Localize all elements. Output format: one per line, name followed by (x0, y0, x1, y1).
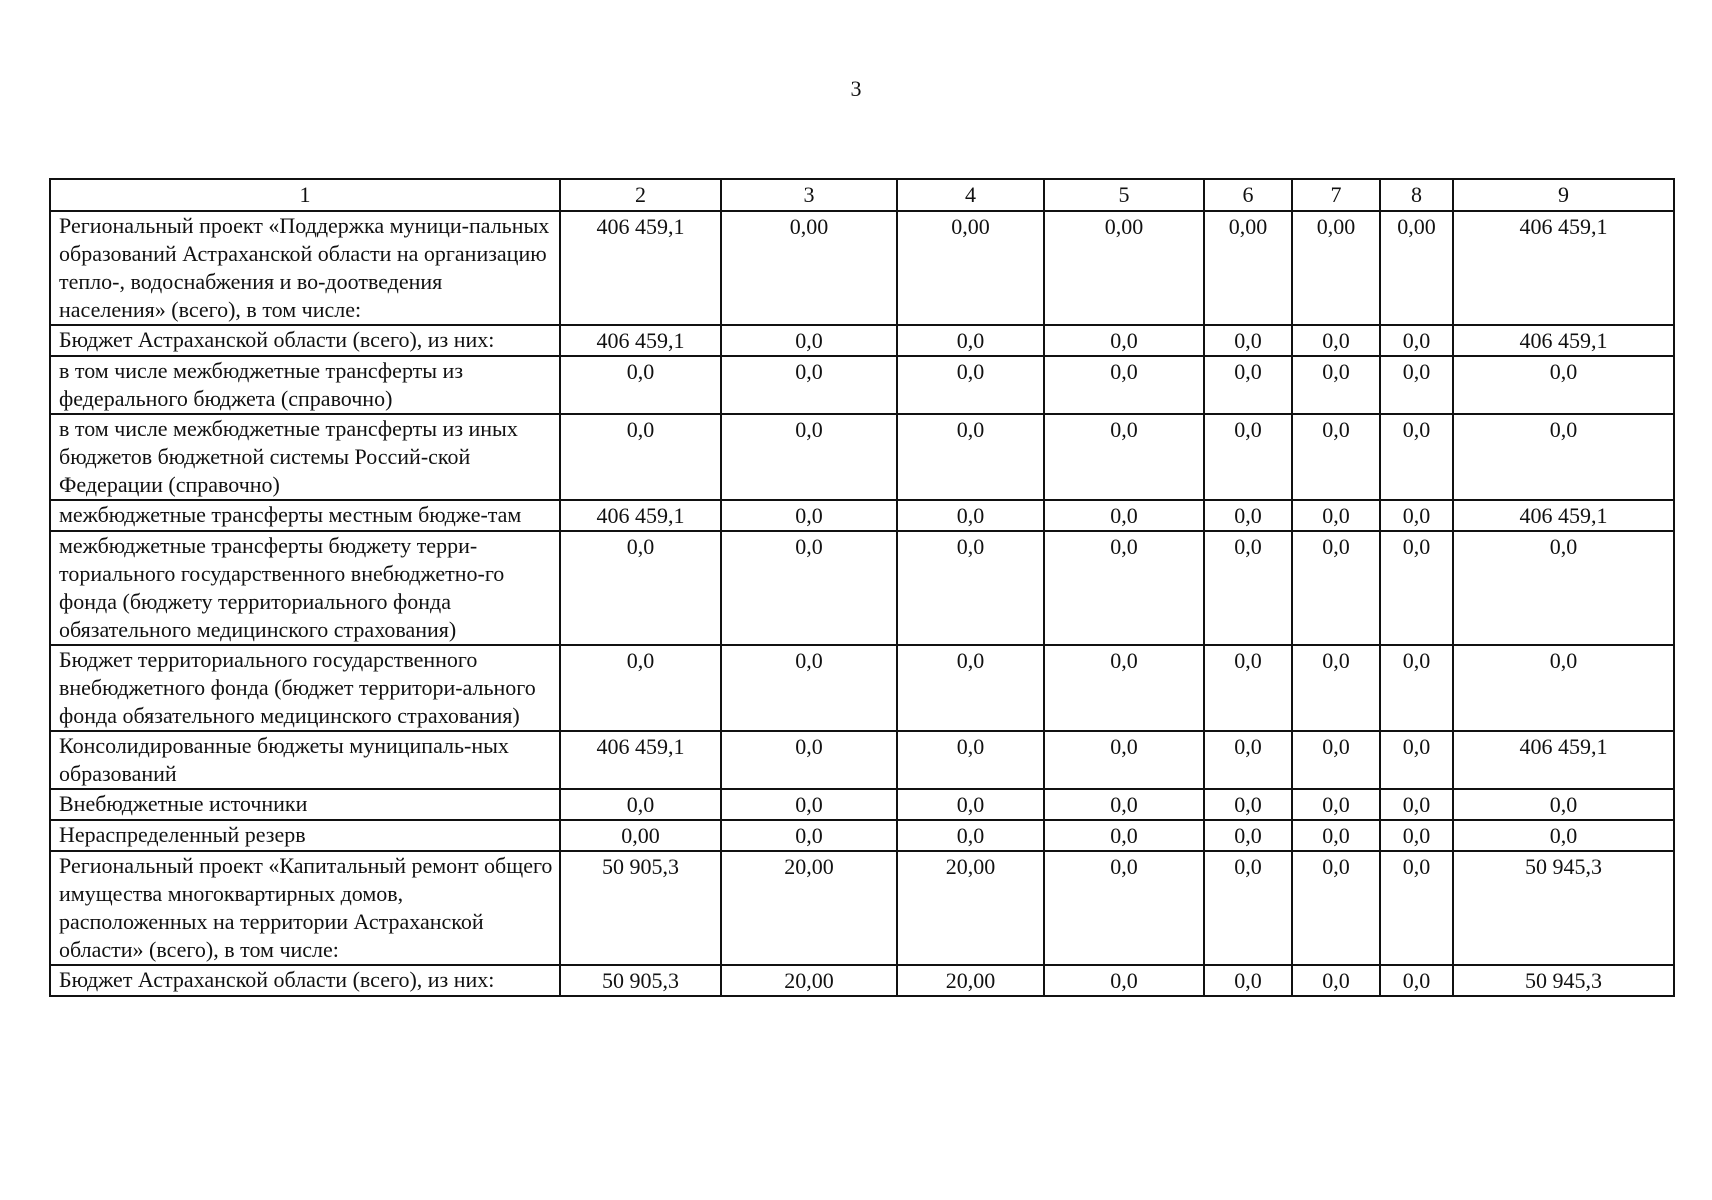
cell-col-5: 0,0 (1044, 820, 1204, 851)
cell-col-9: 0,0 (1453, 414, 1674, 500)
cell-col-7: 0,0 (1292, 356, 1380, 414)
cell-col-9: 50 945,3 (1453, 851, 1674, 965)
cell-col-4: 0,0 (897, 531, 1044, 645)
column-header-3: 3 (721, 179, 897, 211)
cell-col-2: 50 905,3 (560, 965, 721, 996)
cell-col-2: 0,00 (560, 820, 721, 851)
cell-col-6: 0,0 (1204, 325, 1292, 356)
column-header-6: 6 (1204, 179, 1292, 211)
cell-col-2: 0,0 (560, 789, 721, 820)
cell-col-3: 0,0 (721, 731, 897, 789)
cell-col-9: 0,0 (1453, 820, 1674, 851)
cell-col-2: 406 459,1 (560, 211, 721, 325)
cell-col-4: 0,00 (897, 211, 1044, 325)
cell-col-9: 50 945,3 (1453, 965, 1674, 996)
cell-col-2: 0,0 (560, 356, 721, 414)
cell-col-5: 0,0 (1044, 356, 1204, 414)
row-label: в том числе межбюджетные трансферты из иных бюджетов бюджетной системы Россий-ской Федерации (справочно) (50, 414, 560, 500)
cell-col-6: 0,0 (1204, 789, 1292, 820)
cell-col-6: 0,0 (1204, 645, 1292, 731)
row-label: в том числе межбюджетные трансферты из федерального бюджета (справочно) (50, 356, 560, 414)
cell-col-3: 0,0 (721, 531, 897, 645)
table-row (50, 789, 1674, 820)
cell-col-7: 0,00 (1292, 211, 1380, 325)
cell-col-3: 0,00 (721, 211, 897, 325)
cell-col-7: 0,0 (1292, 414, 1380, 500)
column-header-9: 9 (1453, 179, 1674, 211)
cell-col-3: 0,0 (721, 500, 897, 531)
cell-col-8: 0,0 (1380, 731, 1453, 789)
cell-col-3: 0,0 (721, 820, 897, 851)
cell-col-6: 0,0 (1204, 500, 1292, 531)
cell-col-2: 50 905,3 (560, 851, 721, 965)
column-header-4: 4 (897, 179, 1044, 211)
cell-col-5: 0,0 (1044, 789, 1204, 820)
cell-col-7: 0,0 (1292, 851, 1380, 965)
cell-col-5: 0,0 (1044, 851, 1204, 965)
cell-col-8: 0,0 (1380, 965, 1453, 996)
cell-col-5: 0,0 (1044, 965, 1204, 996)
cell-col-4: 0,0 (897, 820, 1044, 851)
cell-col-2: 406 459,1 (560, 500, 721, 531)
cell-col-3: 0,0 (721, 789, 897, 820)
cell-col-2: 0,0 (560, 414, 721, 500)
cell-col-3: 0,0 (721, 325, 897, 356)
cell-col-6: 0,0 (1204, 820, 1292, 851)
table-row (50, 325, 1674, 356)
cell-col-9: 0,0 (1453, 531, 1674, 645)
cell-col-8: 0,0 (1380, 325, 1453, 356)
cell-col-7: 0,0 (1292, 820, 1380, 851)
header-row (50, 179, 1674, 211)
cell-col-3: 20,00 (721, 965, 897, 996)
table-row (50, 211, 1674, 325)
cell-col-9: 406 459,1 (1453, 325, 1674, 356)
cell-col-4: 0,0 (897, 414, 1044, 500)
cell-col-3: 20,00 (721, 851, 897, 965)
cell-col-8: 0,0 (1380, 500, 1453, 531)
cell-col-5: 0,0 (1044, 531, 1204, 645)
cell-col-4: 0,0 (897, 645, 1044, 731)
cell-col-6: 0,0 (1204, 965, 1292, 996)
cell-col-7: 0,0 (1292, 325, 1380, 356)
cell-col-4: 0,0 (897, 325, 1044, 356)
cell-col-9: 406 459,1 (1453, 211, 1674, 325)
row-label: Региональный проект «Капитальный ремонт общего имущества многоквартирных домов, расположенных на территории Астраханской области» (всего), в том числе: (50, 851, 560, 965)
cell-col-6: 0,00 (1204, 211, 1292, 325)
cell-col-4: 0,0 (897, 789, 1044, 820)
table-row (50, 500, 1674, 531)
table-row (50, 965, 1674, 996)
column-header-2: 2 (560, 179, 721, 211)
cell-col-5: 0,0 (1044, 645, 1204, 731)
cell-col-9: 406 459,1 (1453, 731, 1674, 789)
cell-col-5: 0,0 (1044, 414, 1204, 500)
cell-col-4: 0,0 (897, 500, 1044, 531)
budget-table (49, 178, 1675, 997)
cell-col-6: 0,0 (1204, 414, 1292, 500)
cell-col-5: 0,00 (1044, 211, 1204, 325)
cell-col-8: 0,00 (1380, 211, 1453, 325)
table-row (50, 356, 1674, 414)
table-row (50, 851, 1674, 965)
cell-col-6: 0,0 (1204, 356, 1292, 414)
cell-col-9: 406 459,1 (1453, 500, 1674, 531)
cell-col-5: 0,0 (1044, 500, 1204, 531)
cell-col-4: 0,0 (897, 356, 1044, 414)
column-header-7: 7 (1292, 179, 1380, 211)
row-label: Нераспределенный резерв (50, 820, 560, 851)
cell-col-8: 0,0 (1380, 789, 1453, 820)
table-row (50, 645, 1674, 731)
row-label: Региональный проект «Поддержка муници-пальных образований Астраханской области на организацию тепло-, водоснабжения и во-доотведения населения» (всего), в том числе: (50, 211, 560, 325)
column-header-8: 8 (1380, 179, 1453, 211)
column-header-5: 5 (1044, 179, 1204, 211)
cell-col-8: 0,0 (1380, 414, 1453, 500)
row-label: Внебюджетные источники (50, 789, 560, 820)
table-row (50, 731, 1674, 789)
table-row (50, 820, 1674, 851)
table-body (50, 211, 1674, 996)
cell-col-9: 0,0 (1453, 789, 1674, 820)
row-label: Бюджет Астраханской области (всего), из них: (50, 965, 560, 996)
cell-col-5: 0,0 (1044, 731, 1204, 789)
cell-col-7: 0,0 (1292, 500, 1380, 531)
cell-col-4: 20,00 (897, 851, 1044, 965)
cell-col-7: 0,0 (1292, 645, 1380, 731)
cell-col-3: 0,0 (721, 414, 897, 500)
cell-col-8: 0,0 (1380, 851, 1453, 965)
row-label: Бюджет территориального государственного внебюджетного фонда (бюджет территори-ального фонда обязательного медицинского страхования) (50, 645, 560, 731)
cell-col-9: 0,0 (1453, 356, 1674, 414)
cell-col-2: 406 459,1 (560, 325, 721, 356)
cell-col-2: 406 459,1 (560, 731, 721, 789)
cell-col-6: 0,0 (1204, 731, 1292, 789)
cell-col-8: 0,0 (1380, 820, 1453, 851)
cell-col-2: 0,0 (560, 531, 721, 645)
cell-col-6: 0,0 (1204, 851, 1292, 965)
row-label: Бюджет Астраханской области (всего), из них: (50, 325, 560, 356)
cell-col-8: 0,0 (1380, 645, 1453, 731)
cell-col-7: 0,0 (1292, 731, 1380, 789)
page-number: 3 (850, 76, 862, 101)
table-row (50, 531, 1674, 645)
column-header-1: 1 (50, 179, 560, 211)
cell-col-7: 0,0 (1292, 531, 1380, 645)
row-label: Консолидированные бюджеты муниципаль-ных образований (50, 731, 560, 789)
row-label: межбюджетные трансферты местным бюдже-там (50, 500, 560, 531)
cell-col-9: 0,0 (1453, 645, 1674, 731)
cell-col-5: 0,0 (1044, 325, 1204, 356)
cell-col-3: 0,0 (721, 356, 897, 414)
cell-col-8: 0,0 (1380, 531, 1453, 645)
cell-col-4: 20,00 (897, 965, 1044, 996)
cell-col-4: 0,0 (897, 731, 1044, 789)
cell-col-7: 0,0 (1292, 965, 1380, 996)
cell-col-3: 0,0 (721, 645, 897, 731)
cell-col-2: 0,0 (560, 645, 721, 731)
cell-col-7: 0,0 (1292, 789, 1380, 820)
table-row (50, 414, 1674, 500)
cell-col-6: 0,0 (1204, 531, 1292, 645)
cell-col-8: 0,0 (1380, 356, 1453, 414)
row-label: межбюджетные трансферты бюджету терри-ториального государственного внебюджетно-го фонда (бюджету территориального фонда обязательного медицинского страхования) (50, 531, 560, 645)
